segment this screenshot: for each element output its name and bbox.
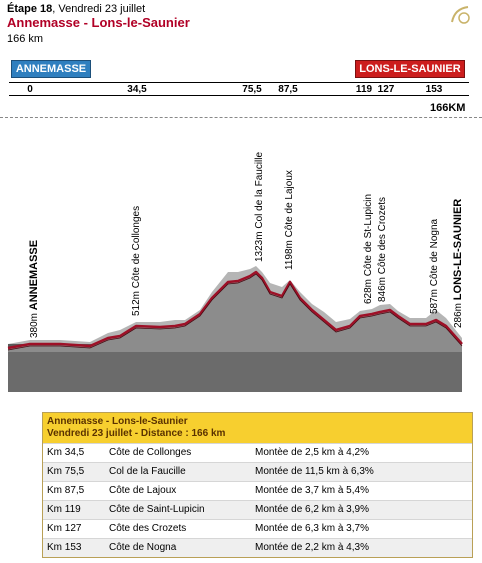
row-km: Km 75,5 bbox=[47, 466, 85, 477]
row-climb-name: Côte de Saint-Lupicin bbox=[109, 504, 205, 515]
row-description: Montée de 6,3 km à 3,7% bbox=[255, 523, 369, 534]
stage-label: Étape 18 bbox=[7, 3, 53, 15]
stage-distance: 166 km bbox=[7, 33, 44, 45]
km-marker: 153 bbox=[425, 84, 443, 95]
table-row bbox=[43, 519, 472, 538]
tour-logo-icon bbox=[448, 4, 472, 26]
row-climb-name: Col de la Faucille bbox=[109, 466, 186, 477]
start-altitude-label: 380m ANNEMASSE bbox=[28, 239, 40, 338]
km-scale-bar bbox=[9, 82, 469, 96]
row-climb-name: Côte de Lajoux bbox=[109, 485, 177, 496]
climb-label: 1323m Col de la Faucille bbox=[254, 151, 265, 262]
km-marker: 34,5 bbox=[127, 84, 147, 95]
table-body bbox=[43, 443, 472, 557]
km-marker: 87,5 bbox=[278, 84, 298, 95]
climb-label: 1198m Côte de Lajoux bbox=[284, 170, 295, 270]
table-header bbox=[43, 413, 472, 443]
stage-date: , Vendredi 23 juillet bbox=[52, 3, 146, 15]
row-km: Km 34,5 bbox=[47, 447, 85, 458]
stage-title: Annemasse - Lons-le-Saunier bbox=[7, 15, 190, 30]
dashed-divider bbox=[0, 117, 482, 118]
table-row bbox=[43, 500, 472, 519]
row-description: Montée de 6,2 km à 3,9% bbox=[255, 504, 369, 515]
row-km: Km 119 bbox=[47, 504, 81, 515]
climb-label: 512m Côte de Collonges bbox=[131, 205, 142, 316]
row-km: Km 87,5 bbox=[47, 485, 85, 496]
table-row bbox=[43, 462, 472, 481]
row-climb-name: Côte de Collonges bbox=[109, 447, 192, 458]
table-row bbox=[43, 538, 472, 557]
row-description: Montée de 2,2 km à 4,3% bbox=[255, 542, 369, 553]
table-row bbox=[43, 443, 472, 462]
row-description: Montée de 11,5 km à 6,3% bbox=[255, 466, 374, 477]
km-marker: 119 bbox=[355, 84, 373, 95]
table-row bbox=[43, 481, 472, 500]
finish-altitude-label: 286m LONS-LE-SAUNIER bbox=[452, 198, 464, 328]
table-subtitle: Vendredi 23 juillet - Distance : 166 km bbox=[47, 428, 226, 439]
row-climb-name: Côte de Nogna bbox=[109, 542, 177, 553]
km-total: 166KM bbox=[430, 102, 466, 114]
climb-label: 846m Côte des Crozets bbox=[377, 196, 388, 302]
climbs-table bbox=[42, 412, 473, 558]
km-marker: 127 bbox=[377, 84, 395, 95]
row-description: Montée de 3,7 km à 5,4% bbox=[255, 485, 369, 496]
km-marker: 75,5 bbox=[242, 84, 262, 95]
row-km: Km 127 bbox=[47, 523, 82, 534]
start-town-badge: ANNEMASSE bbox=[11, 60, 91, 78]
climb-label: 587m Côte de Nogna bbox=[429, 218, 440, 314]
climb-label: 628m Côte de St-Lupicin bbox=[363, 193, 374, 304]
table-title: Annemasse - Lons-le-Saunier bbox=[47, 416, 188, 427]
row-climb-name: Côte des Crozets bbox=[109, 523, 187, 534]
row-description: Montèe de 2,5 km à 4,2% bbox=[255, 447, 369, 458]
stage-header bbox=[7, 3, 145, 15]
finish-town-badge: LONS-LE-SAUNIER bbox=[355, 60, 465, 78]
stage-profile bbox=[0, 120, 482, 400]
row-km: Km 153 bbox=[47, 542, 82, 553]
km-marker: 0 bbox=[27, 84, 33, 95]
